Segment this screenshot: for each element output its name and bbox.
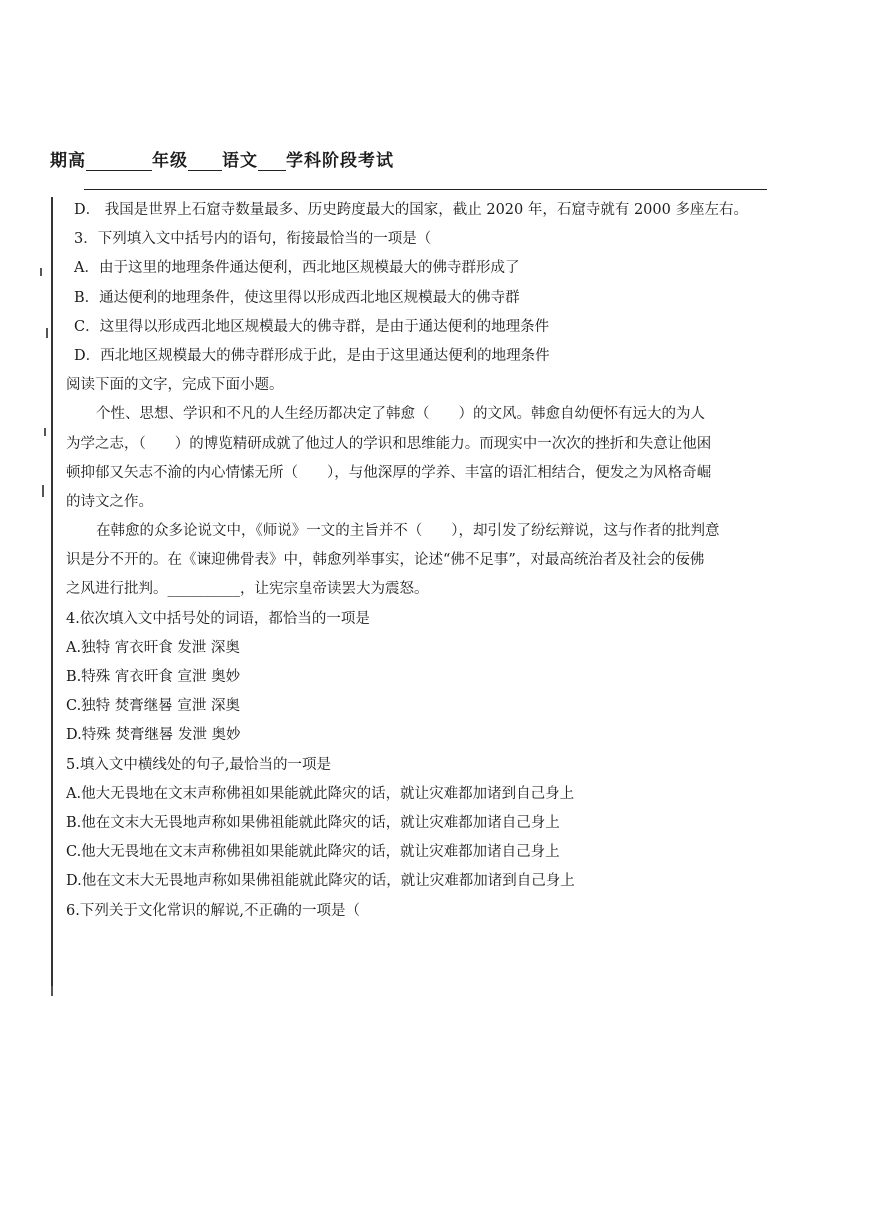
option-line: A．由于这里的地理条件通达便利，西北地区规模最大的佛寺群形成了 [74,260,520,277]
question-line: 3．下列填入文中括号内的语句，衔接最恰当的一项是（ [74,231,432,248]
option-line: D．西北地区规模最大的佛寺群形成于此，是由于这里通达便利的地理条件 [74,347,550,364]
exam-content [66,196,786,926]
header-prefix: 期高 [50,151,86,171]
passage-line: 顿抑郁又矢志不渝的内心情愫无所（ ），与他深厚的学养、丰富的语汇相结合，便发之为风格奇崛 [66,464,712,481]
option-line: C.他大无畏地在文末声称佛祖如果能就此降灾的话，就让灾难都加诸自己身上 [66,844,560,861]
option-line: B.特殊 宵衣旰食 宣泄 奥妙 [66,669,241,685]
passage-line: 在韩愈的众多论说文中，《师说》一文的主旨并不（ ），却引发了纷纭辩说，这与作者的批判意 [96,523,720,540]
passage-line: 识是分不开的。在《谏迎佛骨表》中，韩愈列举事实，论述“佛不足事”，对最高统治者及社会的佞佛 [66,552,705,569]
passage-line: 个性、思想、学识和不凡的人生经历都决定了韩愈（ ）的文风。韩愈自幼便怀有远大的为人 [96,406,705,423]
instruction-line: 阅读下面的文字，完成下面小题。 [66,377,284,394]
grade-blank [86,152,152,171]
margin-mark [40,268,42,276]
exam-header [50,146,394,171]
option-line: D． 我国是世界上石窟寺数量最多、历史跨度最大的国家，截止 2020 年，石窟寺就有 2000 多座左右。 [74,202,748,218]
passage-line: 的诗文之作。 [66,493,153,510]
margin-mark [44,428,46,436]
subject-blank-left [188,152,222,171]
option-line: C.独特 焚膏继晷 宣泄 深奥 [66,698,241,715]
option-line: B．通达便利的地理条件，使这里得以形成西北地区规模最大的佛寺群 [74,289,520,306]
margin-mark [46,328,48,338]
question-line: 5.填入文中横线处的句子,最恰当的一项是 [66,756,331,773]
header-rule [84,189,767,190]
subject-blank-right [258,152,286,171]
question-line: 4.依次填入文中括号处的词语，都恰当的一项是 [66,610,370,627]
question-line: 6.下列关于文化常识的解说,不正确的一项是（ [66,902,360,919]
passage-line: 之风进行批判。__________，让宪宗皇帝读罢大为震怒。 [66,581,429,598]
option-line: D.特殊 焚膏继晷 发泄 奥妙 [66,727,241,744]
header-grade-label: 年级 [152,151,188,171]
option-line: C．这里得以形成西北地区规模最大的佛寺群，是由于通达便利的地理条件 [74,318,550,335]
option-line: A.他大无畏地在文末声称佛祖如果能就此降灾的话，就让灾难都加诸到自己身上 [66,785,575,802]
option-line: B.他在文末大无畏地声称如果佛祖能就此降灾的话，就让灾难都加诸自己身上 [66,814,560,831]
option-line: A.独特 宵衣旰食 发泄 深奥 [66,639,240,656]
binding-margin-line [51,197,53,987]
margin-mark [51,986,53,996]
passage-line: 为学之志，（ ）的博览精研成就了他过人的学识和思维能力。而现实中一次次的挫折和失意让他困 [66,435,712,452]
option-line: D.他在文末大无畏地声称如果佛祖能就此降灾的话，就让灾难都加诸到自己身上 [66,873,575,890]
header-exam-label: 学科阶段考试 [286,151,394,171]
header-subject: 语文 [222,151,258,171]
margin-mark [42,485,44,497]
